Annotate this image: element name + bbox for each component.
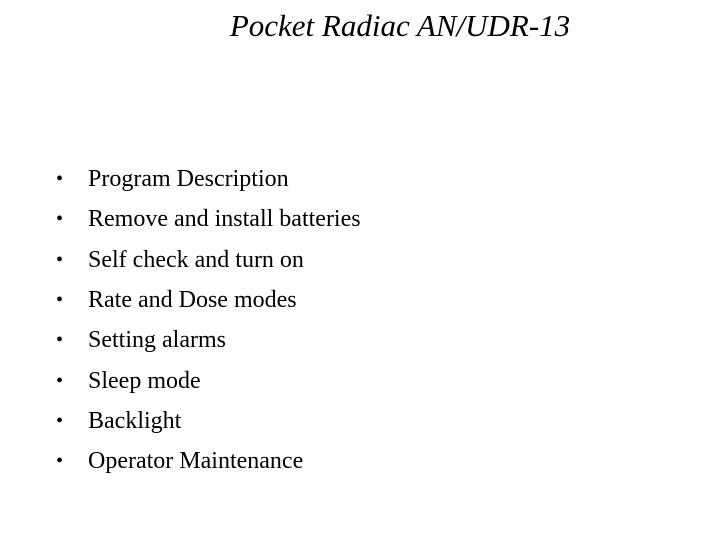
- bullet-text: Remove and install batteries: [88, 206, 361, 233]
- list-item: [56, 360, 361, 400]
- bullet-icon: •: [56, 248, 64, 271]
- list-item: [56, 240, 361, 280]
- bullet-icon: •: [56, 168, 64, 191]
- bullet-list: [56, 159, 361, 481]
- list-item: [56, 441, 361, 481]
- bullet-text: Operator Maintenance: [88, 448, 304, 475]
- bullet-icon: •: [56, 289, 64, 312]
- list-item: [56, 159, 361, 199]
- bullet-text: Program Description: [88, 166, 289, 193]
- list-item: [56, 401, 361, 441]
- bullet-text: Setting alarms: [88, 327, 226, 354]
- bullet-text: Self check and turn on: [88, 246, 304, 273]
- bullet-text: Rate and Dose modes: [88, 287, 297, 314]
- slide-title: Pocket Radiac AN/UDR-13: [229, 8, 571, 43]
- bullet-icon: •: [56, 329, 64, 352]
- bullet-text: Backlight: [88, 407, 182, 434]
- list-item: [56, 280, 361, 320]
- list-item: [56, 199, 361, 239]
- bullet-icon: •: [56, 208, 64, 231]
- bullet-icon: •: [56, 409, 64, 432]
- bullet-text: Sleep mode: [88, 367, 201, 394]
- list-item: [56, 320, 361, 360]
- bullet-icon: •: [56, 369, 64, 392]
- bullet-icon: •: [56, 450, 64, 473]
